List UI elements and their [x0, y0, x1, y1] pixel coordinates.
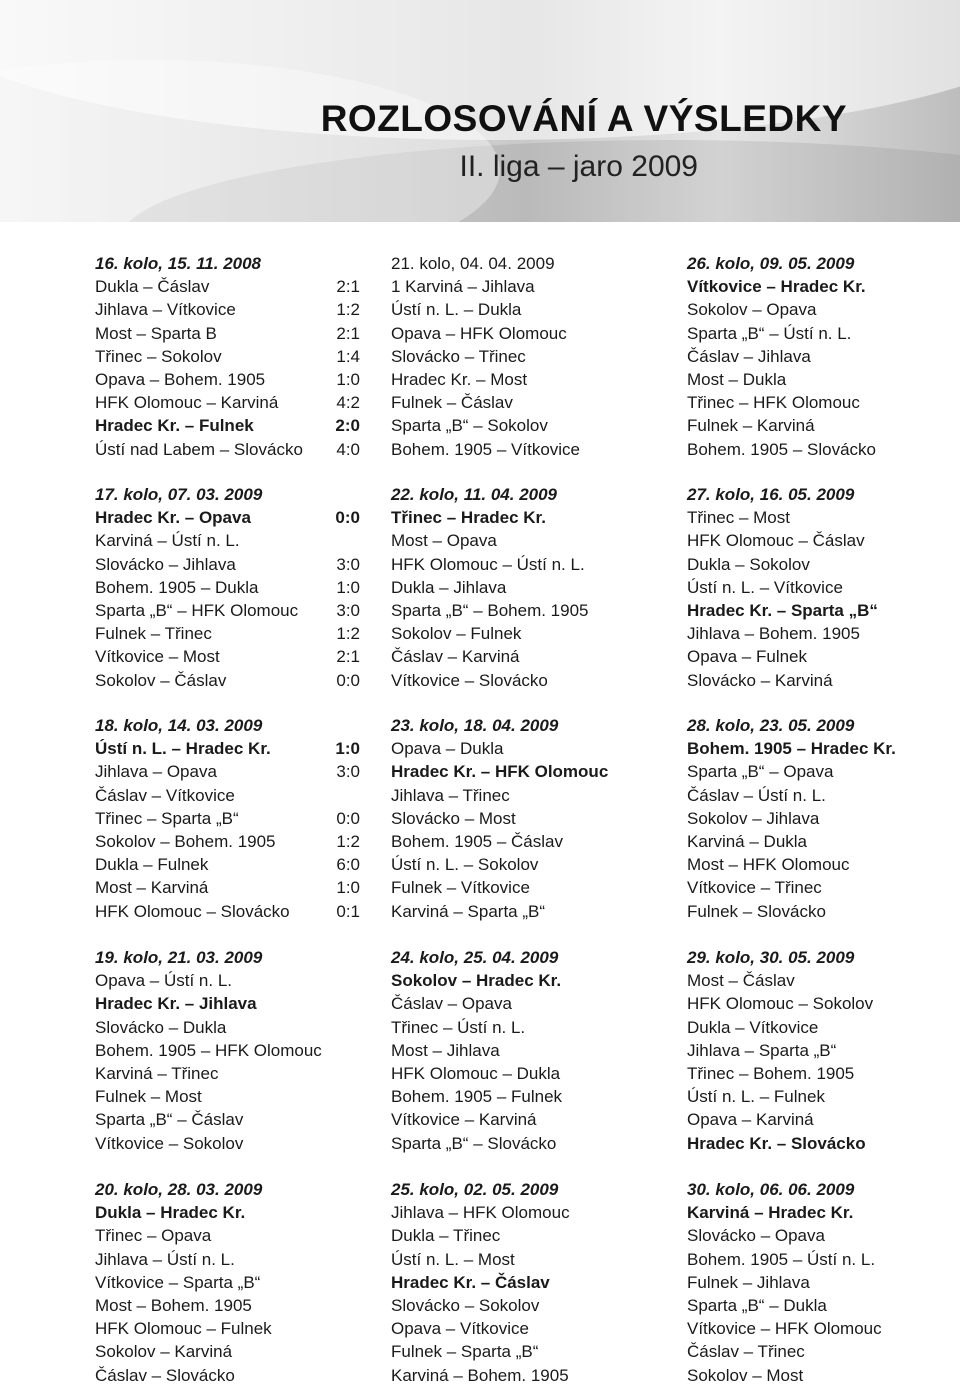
match-row [687, 669, 937, 692]
match-teams: Bohem. 1905 – Dukla [95, 577, 259, 597]
round-block [95, 1178, 360, 1387]
match-row [95, 900, 360, 923]
match-teams: Most – Sparta B [95, 323, 217, 343]
match-teams: Sparta „B“ – Opava [687, 762, 834, 782]
match-teams: Sokolov – Bohem. 1905 [95, 831, 276, 851]
match-row [95, 345, 360, 368]
match-row [687, 391, 937, 414]
round-block [95, 714, 360, 923]
match-row [687, 992, 937, 1015]
match-score: 1:0 [336, 369, 360, 389]
page-title: ROZLOSOVÁNÍ A VÝSLEDKY [320, 98, 847, 139]
match-row [391, 553, 661, 576]
match-teams: Fulnek – Slovácko [687, 901, 826, 921]
match-teams: Opava – Bohem. 1905 [95, 369, 266, 389]
match-row [95, 438, 360, 461]
match-row [687, 1224, 937, 1247]
match-row [95, 506, 360, 529]
match-teams: Sokolov – Opava [687, 300, 817, 320]
match-row [391, 529, 661, 552]
page-subtitle: II. liga – jaro 2009 [459, 150, 698, 183]
match-row [687, 529, 937, 552]
match-teams: Most – Opava [391, 531, 497, 551]
match-row [391, 1085, 661, 1108]
match-row [687, 1108, 937, 1131]
match-row [687, 1294, 937, 1317]
match-teams: Karviná – Bohem. 1905 [391, 1365, 569, 1385]
match-teams: Čáslav – Slovácko [95, 1365, 235, 1385]
match-row [95, 784, 360, 807]
match-row [687, 622, 937, 645]
round-block [687, 1178, 937, 1387]
match-teams: Fulnek – Jihlava [687, 1272, 810, 1292]
match-teams: Bohem. 1905 – Ústí n. L. [687, 1249, 876, 1269]
match-teams: Hradec Kr. – Opava [95, 508, 251, 528]
match-score: 1:2 [336, 831, 360, 851]
match-teams: Hradec Kr. – Slovácko [687, 1133, 866, 1153]
match-teams: Fulnek – Třinec [95, 624, 212, 644]
match-row [391, 1039, 661, 1062]
match-teams: Slovácko – Sokolov [391, 1295, 540, 1315]
match-teams: Jihlava – Ústí n. L. [95, 1249, 235, 1269]
match-row [95, 1294, 360, 1317]
match-teams: 1 Karviná – Jihlava [391, 277, 535, 297]
match-score: 3:0 [336, 554, 360, 574]
match-teams: Sparta „B“ – Dukla [687, 1295, 827, 1315]
round-block [687, 483, 937, 692]
match-row [95, 1248, 360, 1271]
match-row [391, 1108, 661, 1131]
match-teams: Bohem. 1905 – Hradec Kr. [687, 739, 896, 759]
round-block [391, 252, 661, 461]
match-teams: Ústí n. L. – Most [391, 1249, 515, 1269]
match-teams: Dukla – Sokolov [687, 554, 810, 574]
match-score: 2:1 [336, 647, 360, 667]
match-teams: Jihlava – HFK Olomouc [391, 1203, 570, 1223]
round-block [687, 946, 937, 1155]
round-block [391, 1178, 661, 1387]
match-row [95, 853, 360, 876]
match-row [687, 506, 937, 529]
match-row [391, 1340, 661, 1363]
match-row [391, 1224, 661, 1247]
match-score: 1:0 [335, 739, 360, 759]
match-teams: HFK Olomouc – Ústí n. L. [391, 554, 585, 574]
match-row [391, 1294, 661, 1317]
match-teams: Karviná – Sparta „B“ [391, 901, 546, 921]
match-row [391, 784, 661, 807]
match-row [391, 900, 661, 923]
match-teams: Čáslav – Třinec [687, 1342, 805, 1362]
match-row [391, 807, 661, 830]
match-row [687, 275, 937, 298]
match-teams: Vítkovice – Most [95, 647, 220, 667]
match-teams: Slovácko – Karviná [687, 670, 833, 690]
match-teams: Sokolov – Hradec Kr. [391, 971, 562, 991]
match-row [687, 599, 937, 622]
match-row [95, 368, 360, 391]
match-row [95, 1016, 360, 1039]
match-row [391, 322, 661, 345]
match-row [687, 1364, 937, 1387]
match-teams: Slovácko – Jihlava [95, 554, 236, 574]
match-score: 4:2 [336, 393, 360, 413]
match-teams: Most – Karviná [95, 878, 209, 898]
match-teams: Třinec – Bohem. 1905 [687, 1063, 855, 1083]
match-teams: Vítkovice – Třinec [687, 878, 822, 898]
match-teams: Vítkovice – Sparta „B“ [95, 1272, 261, 1292]
match-teams: Opava – HFK Olomouc [391, 323, 567, 343]
match-row [687, 1248, 937, 1271]
match-score: 1:0 [336, 878, 360, 898]
match-teams: Fulnek – Karviná [687, 416, 815, 436]
match-teams: Ústí n. L. – Sokolov [391, 855, 539, 875]
round-title: 25. kolo, 02. 05. 2009 [391, 1180, 559, 1199]
match-row [391, 1132, 661, 1155]
match-row [95, 645, 360, 668]
match-row [95, 1039, 360, 1062]
match-row [391, 1364, 661, 1387]
match-row [687, 1016, 937, 1039]
match-score: 0:0 [336, 670, 360, 690]
match-row [687, 1317, 937, 1340]
match-teams: Hradec Kr. – Fulnek [95, 416, 254, 436]
match-row [391, 969, 661, 992]
round-block [95, 483, 360, 692]
match-row [391, 1248, 661, 1271]
match-score: 1:2 [336, 624, 360, 644]
match-row [687, 1132, 937, 1155]
round-title: 19. kolo, 21. 03. 2009 [95, 948, 263, 967]
match-row [391, 414, 661, 437]
match-teams: Vítkovice – Sokolov [95, 1133, 244, 1153]
round-block [95, 946, 360, 1155]
match-teams: Dukla – Jihlava [391, 577, 507, 597]
match-row [687, 414, 937, 437]
match-row [391, 645, 661, 668]
match-teams: Sokolov – Čáslav [95, 670, 227, 690]
match-teams: Dukla – Vítkovice [687, 1017, 819, 1037]
match-row [95, 275, 360, 298]
match-row [95, 969, 360, 992]
match-teams: Jihlava – Třinec [391, 785, 510, 805]
match-teams: Ústí n. L. – Fulnek [687, 1087, 825, 1107]
match-row [391, 576, 661, 599]
match-teams: Dukla – Čáslav [95, 277, 210, 297]
match-row [95, 992, 360, 1015]
match-row [95, 1340, 360, 1363]
round-title: 24. kolo, 25. 04. 2009 [391, 948, 559, 967]
match-teams: Karviná – Dukla [687, 831, 808, 851]
round-title: 23. kolo, 18. 04. 2009 [391, 716, 559, 735]
round-title: 18. kolo, 14. 03. 2009 [95, 716, 263, 735]
match-score: 6:0 [336, 855, 360, 875]
match-row [95, 1062, 360, 1085]
round-title: 26. kolo, 09. 05. 2009 [687, 254, 855, 273]
match-teams: Most – Dukla [687, 369, 787, 389]
match-teams: Třinec – Opava [95, 1226, 212, 1246]
match-teams: Bohem. 1905 – Fulnek [391, 1087, 563, 1107]
match-teams: Dukla – Hradec Kr. [95, 1203, 246, 1223]
match-teams: Vítkovice – Hradec Kr. [687, 277, 866, 297]
match-teams: Fulnek – Vítkovice [391, 878, 530, 898]
round-title: 28. kolo, 23. 05. 2009 [687, 716, 855, 735]
match-row [687, 969, 937, 992]
match-row [95, 529, 360, 552]
match-row [95, 622, 360, 645]
match-row [95, 391, 360, 414]
match-score: 2:1 [336, 277, 360, 297]
match-row [391, 275, 661, 298]
match-row [95, 1364, 360, 1387]
match-row [391, 760, 661, 783]
match-row [95, 760, 360, 783]
match-teams: Fulnek – Most [95, 1087, 202, 1107]
match-row [687, 322, 937, 345]
match-row [687, 900, 937, 923]
match-teams: Dukla – Fulnek [95, 855, 209, 875]
match-teams: Opava – Karviná [687, 1110, 814, 1130]
match-row [391, 438, 661, 461]
match-row [391, 1062, 661, 1085]
match-row [95, 876, 360, 899]
match-row [687, 576, 937, 599]
round-title: 29. kolo, 30. 05. 2009 [687, 948, 855, 967]
round-block [687, 252, 937, 461]
match-row [391, 599, 661, 622]
match-row [687, 368, 937, 391]
match-teams: Most – HFK Olomouc [687, 855, 850, 875]
match-teams: HFK Olomouc – Fulnek [95, 1319, 272, 1339]
match-teams: Sokolov – Jihlava [687, 808, 820, 828]
match-teams: Vítkovice – Karviná [391, 1110, 537, 1130]
match-row [95, 1132, 360, 1155]
match-row [391, 876, 661, 899]
match-teams: Opava – Dukla [391, 739, 504, 759]
round-title: 30. kolo, 06. 06. 2009 [687, 1180, 855, 1199]
match-teams: Opava – Fulnek [687, 647, 808, 667]
match-row [95, 599, 360, 622]
match-teams: HFK Olomouc – Karviná [95, 393, 279, 413]
match-teams: Bohem. 1905 – Slovácko [687, 439, 877, 459]
match-row [391, 506, 661, 529]
match-row [687, 345, 937, 368]
match-row [95, 1085, 360, 1108]
match-teams: Ústí n. L. – Dukla [391, 300, 522, 320]
match-row [687, 1085, 937, 1108]
match-row [391, 853, 661, 876]
match-row [391, 1016, 661, 1039]
match-score: 0:1 [336, 901, 360, 921]
match-teams: Jihlava – Bohem. 1905 [687, 624, 860, 644]
match-row [687, 645, 937, 668]
match-teams: Bohem. 1905 – HFK Olomouc [95, 1040, 322, 1060]
match-score: 2:1 [336, 323, 360, 343]
match-row [391, 368, 661, 391]
match-teams: Karviná – Ústí n. L. [95, 531, 240, 551]
match-teams: Fulnek – Čáslav [391, 393, 513, 413]
round-block [391, 483, 661, 692]
match-teams: Třinec – HFK Olomouc [687, 393, 860, 413]
match-row [687, 298, 937, 321]
match-teams: Most – Čáslav [687, 971, 795, 991]
match-teams: Třinec – Hradec Kr. [391, 508, 546, 528]
round-block [95, 252, 360, 461]
match-teams: Čáslav – Vítkovice [95, 785, 235, 805]
match-teams: Hradec Kr. – Čáslav [391, 1272, 550, 1292]
match-row [391, 1317, 661, 1340]
match-row [687, 760, 937, 783]
match-teams: Bohem. 1905 – Čáslav [391, 831, 563, 851]
match-row [95, 1201, 360, 1224]
match-teams: Jihlava – Opava [95, 762, 217, 782]
match-teams: Fulnek – Sparta „B“ [391, 1342, 539, 1362]
match-row [391, 992, 661, 1015]
match-score: 4:0 [336, 439, 360, 459]
match-teams: Slovácko – Opava [687, 1226, 825, 1246]
match-teams: Čáslav – Ústí n. L. [687, 785, 826, 805]
match-teams: Sparta „B“ – Čáslav [95, 1110, 244, 1130]
match-row [95, 737, 360, 760]
match-teams: Slovácko – Most [391, 808, 516, 828]
match-teams: Sokolov – Karviná [95, 1342, 233, 1362]
match-row [687, 1271, 937, 1294]
match-row [391, 622, 661, 645]
match-row [687, 784, 937, 807]
match-teams: Hradec Kr. – HFK Olomouc [391, 762, 609, 782]
match-row [687, 1340, 937, 1363]
match-row [95, 553, 360, 576]
match-teams: Vítkovice – Slovácko [391, 670, 548, 690]
match-score: 0:0 [335, 508, 360, 528]
match-score: 0:0 [336, 808, 360, 828]
round-title: 16. kolo, 15. 11. 2008 [95, 254, 262, 273]
match-row [687, 853, 937, 876]
match-teams: Ústí n. L. – Hradec Kr. [95, 739, 271, 759]
match-teams: Čáslav – Jihlava [687, 346, 811, 366]
match-teams: Slovácko – Dukla [95, 1017, 227, 1037]
match-teams: Jihlava – Sparta „B“ [687, 1040, 837, 1060]
round-block [687, 714, 937, 923]
match-row [95, 1108, 360, 1131]
match-score: 3:0 [336, 762, 360, 782]
match-teams: Most – Bohem. 1905 [95, 1295, 252, 1315]
match-row [95, 807, 360, 830]
match-teams: Slovácko – Třinec [391, 346, 526, 366]
match-teams: Hradec Kr. – Sparta „B“ [687, 600, 878, 620]
round-title: 22. kolo, 11. 04. 2009 [391, 485, 558, 504]
match-row [95, 669, 360, 692]
round-title: 17. kolo, 07. 03. 2009 [95, 485, 263, 504]
match-score: 1:4 [336, 346, 360, 366]
match-score: 1:0 [336, 577, 360, 597]
match-row [687, 876, 937, 899]
match-row [95, 1317, 360, 1340]
match-teams: Třinec – Sokolov [95, 346, 222, 366]
round-block [391, 946, 661, 1155]
match-teams: Dukla – Třinec [391, 1226, 501, 1246]
match-teams: Sparta „B“ – HFK Olomouc [95, 600, 299, 620]
match-row [95, 576, 360, 599]
match-teams: Karviná – Hradec Kr. [687, 1203, 854, 1223]
round-block [391, 714, 661, 923]
match-row [391, 298, 661, 321]
match-row [687, 438, 937, 461]
match-teams: HFK Olomouc – Sokolov [687, 994, 874, 1014]
match-row [391, 737, 661, 760]
match-teams: Čáslav – Opava [391, 994, 512, 1014]
match-row [687, 807, 937, 830]
match-teams: Sparta „B“ – Sokolov [391, 416, 548, 436]
match-teams: Jihlava – Vítkovice [95, 300, 236, 320]
match-teams: HFK Olomouc – Čáslav [687, 531, 865, 551]
match-row [95, 1224, 360, 1247]
match-row [687, 1039, 937, 1062]
match-row [95, 414, 360, 437]
match-teams: Hradec Kr. – Most [391, 369, 528, 389]
match-row [687, 1062, 937, 1085]
match-teams: Opava – Vítkovice [391, 1319, 529, 1339]
match-teams: Sparta „B“ – Bohem. 1905 [391, 600, 589, 620]
match-row [391, 345, 661, 368]
match-teams: Opava – Ústí n. L. [95, 971, 233, 991]
match-row [687, 737, 937, 760]
match-row [391, 1271, 661, 1294]
match-row [687, 1201, 937, 1224]
match-teams: HFK Olomouc – Dukla [391, 1063, 561, 1083]
match-teams: Most – Jihlava [391, 1040, 500, 1060]
match-teams: Hradec Kr. – Jihlava [95, 994, 257, 1014]
match-row [687, 830, 937, 853]
match-teams: Sparta „B“ – Slovácko [391, 1133, 557, 1153]
match-teams: Sokolov – Fulnek [391, 624, 522, 644]
match-row [391, 391, 661, 414]
match-score: 3:0 [336, 600, 360, 620]
match-row [95, 322, 360, 345]
match-teams: Sokolov – Most [687, 1365, 804, 1385]
match-teams: Vítkovice – HFK Olomouc [687, 1319, 882, 1339]
match-row [95, 298, 360, 321]
match-teams: Ústí nad Labem – Slovácko [95, 439, 303, 459]
match-teams: Bohem. 1905 – Vítkovice [391, 439, 581, 459]
match-teams: Karviná – Třinec [95, 1063, 219, 1083]
match-row [95, 830, 360, 853]
match-teams: Třinec – Sparta „B“ [95, 808, 239, 828]
match-teams: Sparta „B“ – Ústí n. L. [687, 323, 852, 343]
match-row [391, 669, 661, 692]
match-row [391, 1201, 661, 1224]
match-row [687, 553, 937, 576]
round-title: 20. kolo, 28. 03. 2009 [95, 1180, 263, 1199]
match-row [391, 830, 661, 853]
round-title: 27. kolo, 16. 05. 2009 [687, 485, 855, 504]
round-title: 21. kolo, 04. 04. 2009 [391, 254, 555, 273]
match-teams: HFK Olomouc – Slovácko [95, 901, 290, 921]
match-teams: Ústí n. L. – Vítkovice [687, 577, 843, 597]
match-score: 2:0 [335, 416, 360, 436]
match-row [95, 1271, 360, 1294]
match-teams: Čáslav – Karviná [391, 647, 520, 667]
match-teams: Třinec – Most [687, 508, 790, 528]
match-score: 1:2 [336, 300, 360, 320]
match-teams: Třinec – Ústí n. L. [391, 1017, 526, 1037]
